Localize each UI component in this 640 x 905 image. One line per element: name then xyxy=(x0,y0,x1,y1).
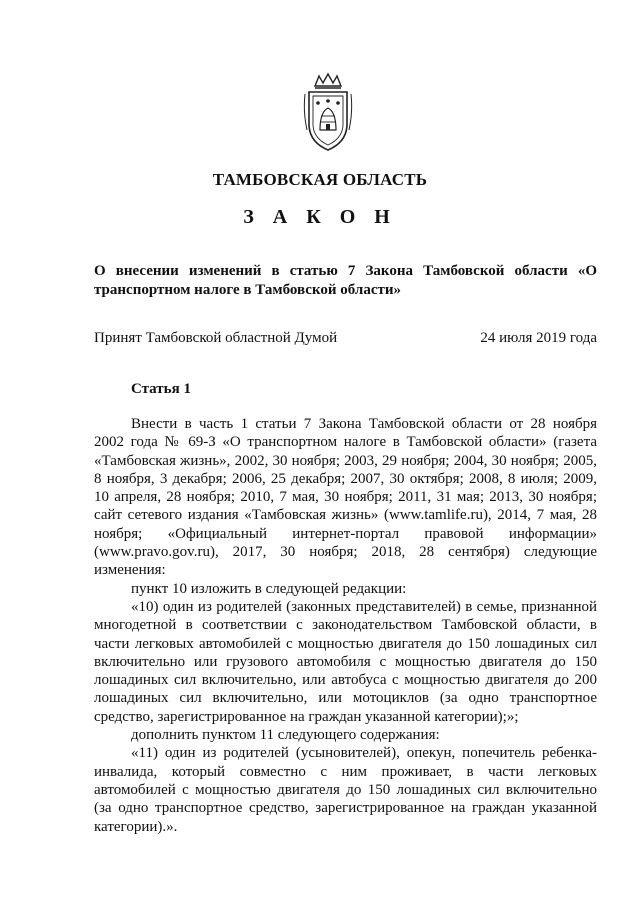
body-line: пункт 10 изложить в следующей редакции: xyxy=(131,580,407,597)
law-subject-line: О внесении изменений в статью 7 Закона Тамбовской области «О xyxy=(94,263,597,279)
adoption-date: 24 июля 2019 года xyxy=(480,330,597,346)
law-subject-line: транспортном налоге в Тамбовской области» xyxy=(94,282,402,298)
body-line: инвалида, который совместно с ним проживает, в части легковых xyxy=(94,763,597,780)
body-line: дополнить пунктом 11 следующего содержания: xyxy=(131,727,440,744)
article-body xyxy=(94,415,597,836)
document-type-title: З А К О Н xyxy=(243,206,397,228)
body-line: 8 ноября, 3 декабря; 2006, 25 декабря; 2007, 30 октября; 2008, 8 июля; 2009, xyxy=(94,470,597,487)
body-line: ноября; «Официальный интернет-портал правовой информации» xyxy=(94,525,597,542)
body-line: многодетной в соответствии с законодательством Тамбовской области, в xyxy=(94,617,597,634)
body-line: средство, зарегистрированное на граждан указанной категории);»; xyxy=(94,708,519,725)
body-line: «Тамбовская жизнь», 2002, 30 ноября; 2003, 29 ноября; 2004, 30 ноября; 2005, xyxy=(94,452,597,469)
article-title: Статья 1 xyxy=(131,381,191,397)
body-line: изменения: xyxy=(94,562,166,579)
law-subject xyxy=(94,262,597,300)
body-line: «11) один из родителей (усыновителей), опекун, попечитель ребенка- xyxy=(131,745,597,762)
body-line: лошадиных сил включительно, или автобуса с мощностью двигателя до 200 xyxy=(94,672,597,689)
body-line: 10 апреля, 28 ноября; 2010, 7 мая, 30 ноября; 2011, 31 мая; 2013, 30 ноября; xyxy=(94,489,597,506)
body-line: автомобилей с мощностью двигателя до 150 лошадиных сил включительно xyxy=(94,781,597,798)
region-title: ТАМБОВСКАЯ ОБЛАСТЬ xyxy=(212,170,428,189)
coat-of-arms-icon xyxy=(301,72,355,154)
adopted-by: Принят Тамбовской областной Думой xyxy=(94,330,338,346)
body-line: (www.pravo.gov.ru), 2017, 30 ноября; 2018, 28 сентября) следующие xyxy=(94,544,597,561)
body-line: включительно или грузового автомобиля с мощностью двигателя до 150 xyxy=(94,653,597,670)
body-line: категории).». xyxy=(94,818,178,835)
body-line: «10) один из родителей (законных представителей) в семье, признанной xyxy=(131,598,597,615)
adoption-row xyxy=(94,330,597,347)
body-line: (за одно транспортное средство, зарегистрированное на граждан указанной xyxy=(94,800,597,817)
body-line: 2002 года № 69-З «О транспортном налоге в Тамбовской области» (газета xyxy=(94,434,597,451)
body-line: сайт сетевого издания «Тамбовская жизнь» (www.tamlife.ru), 2014, 7 мая, 28 xyxy=(94,507,597,524)
body-line: Внести в часть 1 статьи 7 Закона Тамбовской области от 28 ноября xyxy=(131,416,597,432)
body-line: части легковых автомобилей с мощностью двигателя до 150 лошадиных сил xyxy=(94,635,597,652)
body-line: лошадиных сил включительно, или мотоциклов (за одно транспортное xyxy=(94,690,597,707)
